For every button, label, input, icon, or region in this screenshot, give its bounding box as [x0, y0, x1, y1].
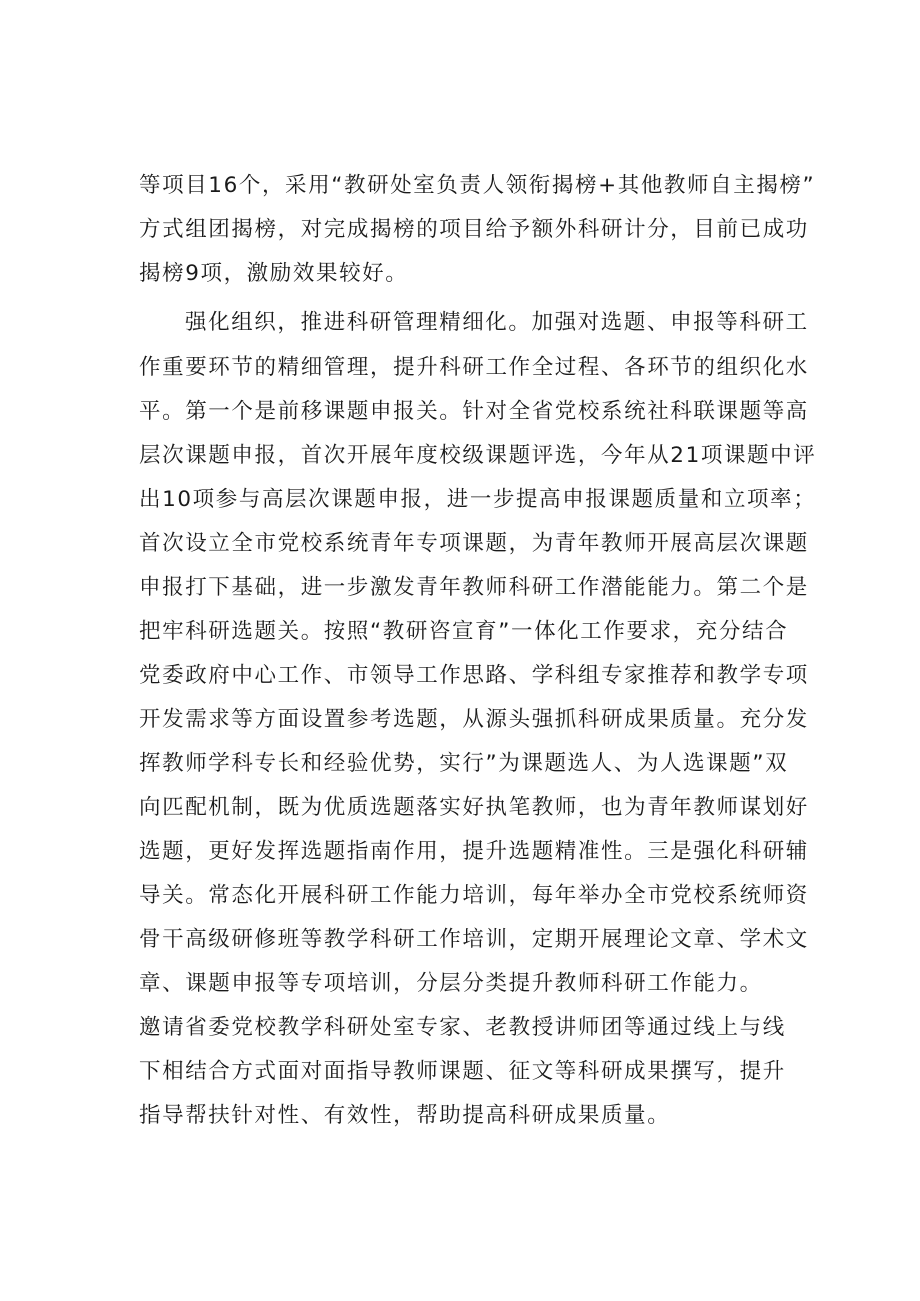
text-line: 开发需求等方面设置参考选题，从源头强抓科研成果质量。充分发 — [139, 707, 809, 732]
text-line: 向匹配机制，既为优质选题落实好执笔教师，也为青年教师谋划好 — [139, 795, 809, 820]
text-line: 出10项参与高层次课题申报，进一步提高申报课题质量和立项率； — [139, 487, 817, 512]
text-line: 层次课题申报，首次开展年度校级课题评选，今年从21项课题中评 — [139, 443, 817, 468]
text-line: 选题，更好发挥选题指南作用，提升选题精准性。三是强化科研辅 — [139, 839, 809, 864]
text-line: 章、课题申报等专项培训，分层分类提升教师科研工作能力。 — [139, 971, 763, 996]
text-line: 方式组团揭榜，对完成揭榜的项目给予额外科研计分，目前已成功 — [139, 217, 809, 242]
text-line: 指导帮扶针对性、有效性，帮助提高科研成果质量。 — [139, 1103, 671, 1128]
text-line: 骨干高级研修班等教学科研工作培训，定期开展理论文章、学术文 — [139, 927, 809, 952]
text-line: 挥教师学科专长和经验优势，实行”为课题选人、为人选课题”双 — [139, 751, 789, 776]
text-line: 把牢科研选题关。按照“教研咨宣育”一体化工作要求，充分结合 — [139, 619, 789, 644]
text-line: 首次设立全市党校系统青年专项课题，为青年教师开展高层次课题 — [139, 531, 809, 556]
text-line: 揭榜9项，激励效果较好。 — [139, 261, 409, 286]
text-line: 平。第一个是前移课题申报关。针对全省党校系统社科联课题等高 — [139, 399, 809, 424]
text-line: 导关。常态化开展科研工作能力培训，每年举办全市党校系统师资 — [139, 883, 809, 908]
text-line: 党委政府中心工作、市领导工作思路、学科组专家推荐和教学专项 — [139, 663, 809, 688]
text-line: 作重要环节的精细管理，提升科研工作全过程、各环节的组织化水 — [139, 355, 809, 380]
text-line: 申报打下基础，进一步激发青年教师科研工作潜能能力。第二个是 — [139, 575, 809, 600]
text-line: 邀请省委党校教学科研处室专家、老教授讲师团等通过线上与线 — [139, 1015, 786, 1040]
text-line: 下相结合方式面对面指导教师课题、征文等科研成果撰写，提升 — [139, 1059, 786, 1084]
paragraph-first-line: 强化组织，推进科研管理精细化。加强对选题、申报等科研工 — [185, 310, 809, 335]
text-line: 等项目16个，采用“教研处室负责人领衔揭榜+其他教师自主揭榜” — [139, 173, 816, 198]
